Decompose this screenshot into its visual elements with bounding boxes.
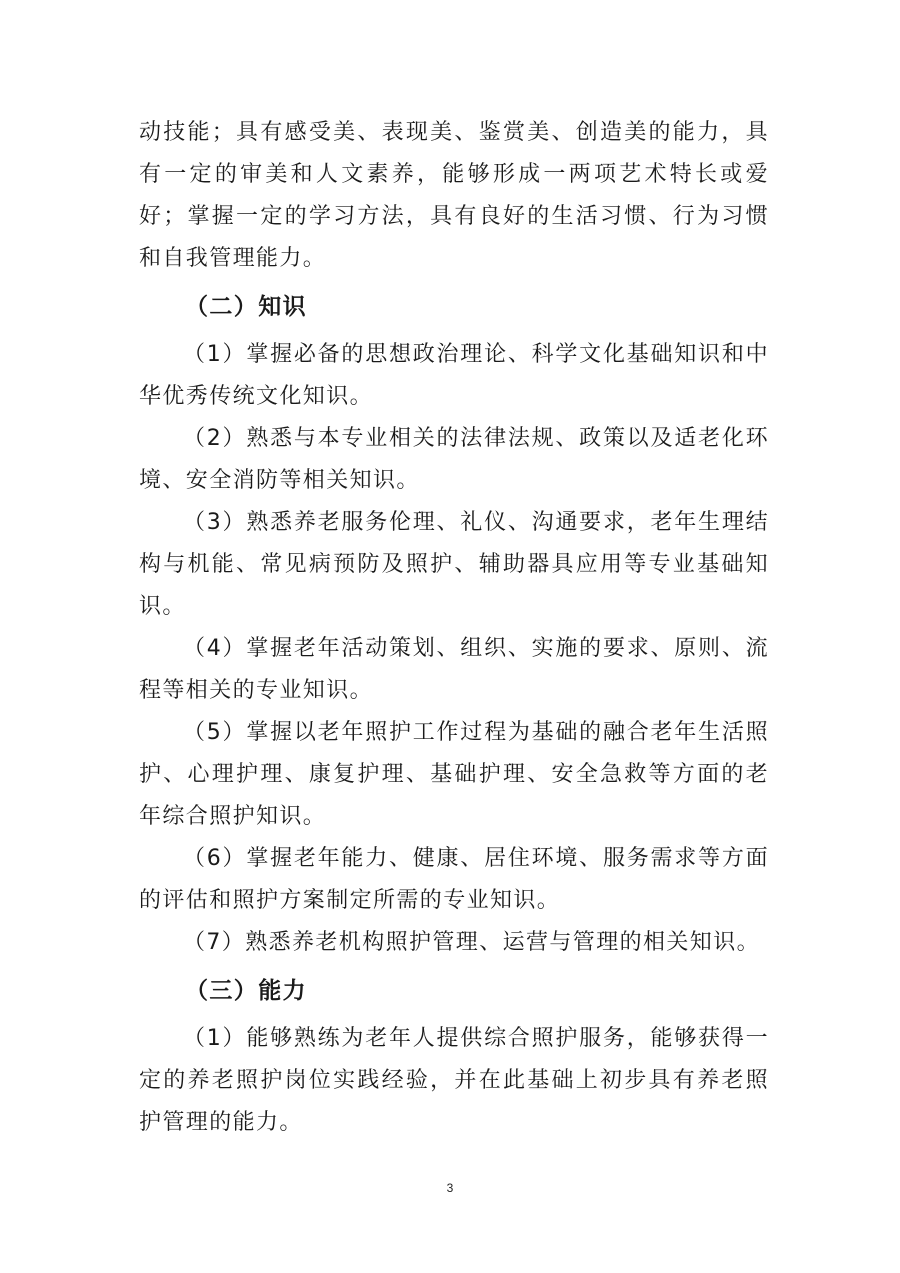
document-body [139,112,769,1144]
section-heading-ability: （三）能力 [185,978,307,1004]
knowledge-item-3: （3）熟悉养老服务伦理、礼仪、沟通要求，老年生理结构与机能、常见病预防及照护、辅助器具应用等专业基础知识。 [139,510,769,619]
knowledge-item-4: （4）掌握老年活动策划、组织、实施的要求、原则、流程等相关的专业知识。 [139,636,769,703]
ability-item-1: （1）能够熟练为老年人提供综合照护服务，能够获得一定的养老照护岗位实践经验，并在此基础上初步具有养老照护管理的能力。 [139,1026,769,1135]
intro-paragraph: 动技能；具有感受美、表现美、鉴赏美、创造美的能力，具有一定的审美和人文素养，能够形成一两项艺术特长或爱好；掌握一定的学习方法，具有良好的生活习惯、行为习惯和自我管理能力。 [139,120,769,271]
page-number: 3 [446,1181,454,1195]
knowledge-item-7: （7）熟悉养老机构照护管理、运营与管理的相关知识。 [183,930,760,955]
section-heading-knowledge: （二）知识 [185,294,307,320]
knowledge-item-5: （5）掌握以老年照护工作过程为基础的融合老年生活照护、心理护理、康复护理、基础护理、安全急救等方面的老年综合照护知识。 [139,720,769,829]
knowledge-item-2: （2）熟悉与本专业相关的法律法规、政策以及适老化环境、安全消防等相关知识。 [139,426,769,493]
knowledge-item-1: （1）掌握必备的思想政治理论、科学文化基础知识和中华优秀传统文化知识。 [139,342,769,409]
knowledge-item-6: （6）掌握老年能力、健康、居住环境、服务需求等方面的评估和照护方案制定所需的专业知识。 [139,846,769,913]
